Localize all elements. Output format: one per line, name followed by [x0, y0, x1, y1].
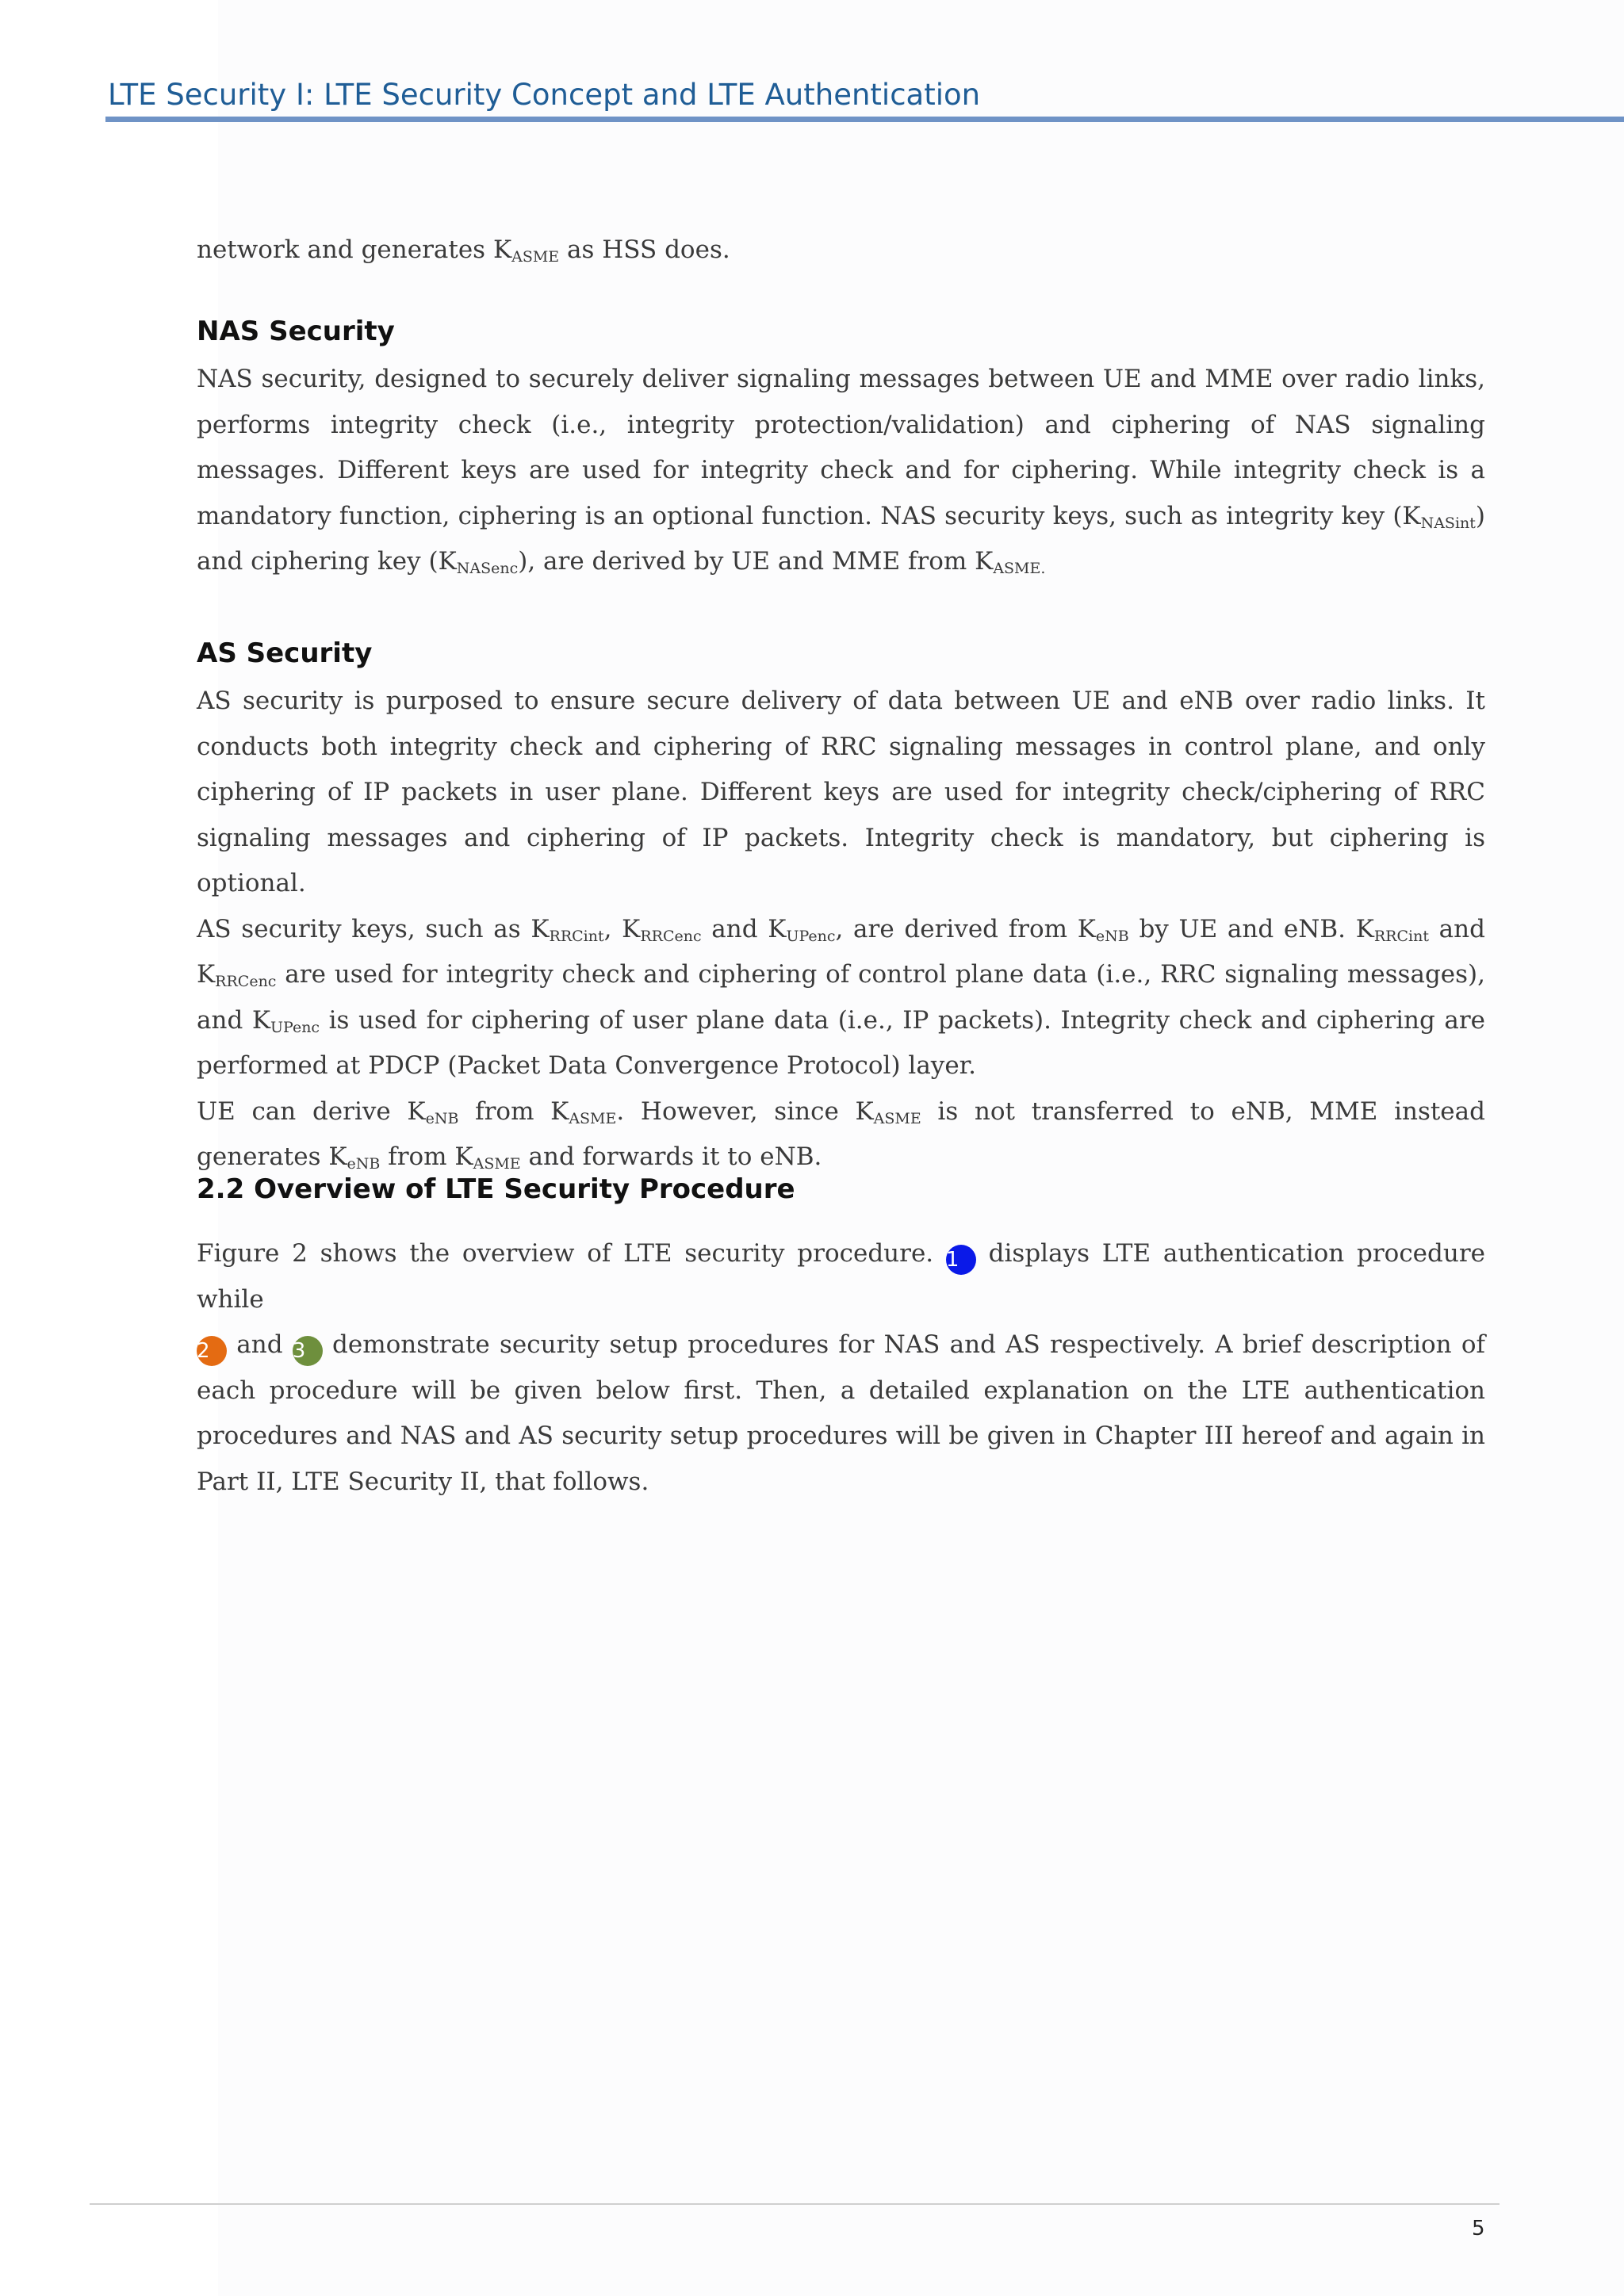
footer-rule	[90, 2203, 1500, 2205]
intro-paragraph: network and generates $K_{ASME}$ as HSS does.	[197, 235, 730, 266]
step-3-badge: 3	[293, 1336, 323, 1366]
nas-security-heading: NAS Security	[197, 316, 395, 347]
page-number: 5	[1472, 2217, 1485, 2241]
as-security-heading: AS Security	[197, 637, 373, 669]
running-header: LTE Security I: LTE Security Concept and LTE Authentication	[108, 78, 981, 112]
step-1-badge: 1	[946, 1245, 976, 1275]
header-rule	[105, 117, 1624, 122]
nas-security-paragraph: NAS security, designed to securely deliver signaling messages between UE and MME over radio links, performs integrity check (i.e., integrity protection/validation) and ciphering of NAS signaling messages. Different keys are used for integrity check and for ciphering. While integrity check is a mandatory function, ciphering is an optional function. NAS security keys, such as integrity key $(K_{NASint})$ and ciphering key $(K_{NASenc})$, are derived by UE and MME from $K_{ASME.}$	[197, 365, 1485, 577]
as-paragraph-1: AS security is purposed to ensure secure delivery of data between UE and eNB over radio links. It conducts both integrity check and ciphering of RRC signaling messages in control plane, and only ciphering of IP packets in user plane. Different keys are used for integrity check/ciphering of RRC signaling messages and ciphering of IP packets. Integrity check is mandatory, but ciphering is optional.	[197, 687, 1485, 897]
section-2-2-heading: 2.2 Overview of LTE Security Procedure	[197, 1173, 795, 1205]
step-2-badge: 2	[197, 1336, 227, 1366]
as-paragraph-3: UE can derive $K_{eNB}$ from $K_{ASME}$. However, since $K_{ASME}$ is not transferred to eNB, MME instead generates $K_{eNB}$ from $K_{ASME}$ and forwards it to eNB.	[197, 1096, 1485, 1173]
as-paragraph-2: AS security keys, such as $K_{RRCint}$, $K_{RRCenc}$ and $K_{UPenc}$, are derived from $K_{eNB}$ by UE and eNB. $K_{RRCint}$ and $K_{RRCenc}$ are used for integrity check and ciphering of control plane data (i.e., RRC signaling messages), and $K_{UPenc}$ is used for ciphering of user plane data (i.e., IP packets). Integrity check and ciphering are performed at PDCP (Packet Data Convergence Protocol) layer.	[197, 914, 1485, 1080]
as-security-body	[197, 679, 1485, 1181]
overview-paragraph: Figure 2 shows the overview of LTE security procedure. 1 displays LTE authentication procedure while 2 and 3 demonstrate security setup procedures for NAS and AS respectively. A brief description of each procedure will be given below first. Then, a detailed explanation on the LTE authentication procedures and NAS and AS security setup procedures will be given in Chapter III hereof and again in Part II, LTE Security II, that follows.	[197, 1239, 1486, 1496]
